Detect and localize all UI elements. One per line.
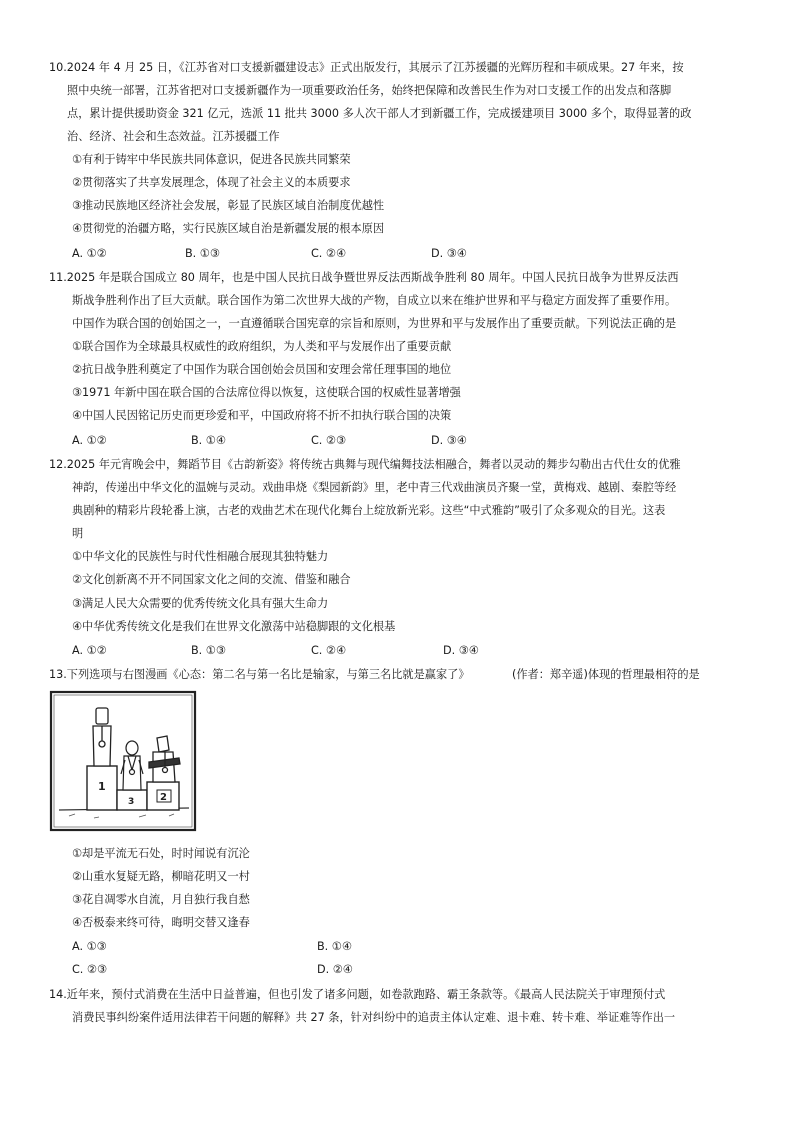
question-12-stem [0, 524, 793, 544]
statement [0, 219, 793, 239]
option-a[interactable]: A. ①② [72, 644, 107, 657]
option-b[interactable]: B. ①④ [317, 940, 352, 953]
options-row [0, 431, 793, 451]
statement [0, 913, 793, 933]
figure-first-place [93, 708, 111, 766]
statement-text: ①却是平流无石处，时时闻说有沉沦 [72, 847, 250, 860]
question-10-line-2: 照中央统一部署，江苏省把对口支援新疆作为一项重要政治任务，始终把保障和改善民生作为对口支援工作的出发点和落脚 [67, 84, 672, 97]
statement-text: ②文化创新离不开不同国家文化之间的交流、借鉴和融合 [72, 573, 351, 586]
statement-text: ③花自凋零水自流，月自独行我自愁 [72, 893, 250, 906]
statement-text: ③1971 年新中国在联合国的合法席位得以恢复，这使联合国的权威性显著增强 [72, 386, 461, 399]
option-c[interactable]: C. ②③ [311, 434, 346, 447]
question-12-line-3: 典剧种的精彩片段轮番上演，古老的戏曲艺术在现代化舞台上绽放新光彩。这些“中式雅韵”吸引了众多观众的目光。这表 [72, 504, 666, 517]
question-13-line-1: 13.下列选项与右图漫画《心态：第二名与第一名比是输家，与第三名比就是赢家了》 [49, 668, 470, 681]
statement-text: ①有利于铸牢中华民族共同体意识，促进各民族共同繁荣 [72, 153, 351, 166]
options-row [0, 244, 793, 264]
option-b[interactable]: B. ①③ [191, 644, 226, 657]
question-14-line-2: 消费民事纠纷案件适用法律若干问题的解释》共 27 条，针对纠纷中的追责主体认定难、退卡难、转卡难、举证难等作出一 [72, 1011, 676, 1024]
options-row [0, 641, 793, 661]
question-12-line-2: 神韵，传递出中华文化的温婉与灵动。戏曲串烧《梨园新韵》里，老中青三代戏曲演员齐聚一堂，黄梅戏、越剧、秦腔等经 [72, 481, 677, 494]
question-10-line-1: 10.2024 年 4 月 25 日，《江苏省对口支援新疆建设志》正式出版发行，其展示了江苏援疆的光辉历程和丰硕成果。27 年来，按 [49, 61, 684, 74]
statement [0, 547, 793, 567]
question-11-stem [0, 268, 793, 288]
question-10-stem [0, 81, 793, 101]
question-10-line-4: 治、经济、社会和生态效益。江苏援疆工作 [67, 130, 280, 143]
option-c[interactable]: C. ②④ [311, 247, 346, 260]
option-c[interactable]: C. ②④ [311, 644, 346, 657]
statement [0, 867, 793, 887]
statement [0, 196, 793, 216]
question-12-stem [0, 501, 793, 521]
question-10-stem [0, 58, 793, 78]
options-row [0, 960, 793, 980]
statement-text: ①中华文化的民族性与时代性相融合展现其独特魅力 [72, 550, 329, 563]
question-14-stem [0, 1008, 793, 1028]
option-d[interactable]: D. ②④ [317, 963, 353, 976]
question-13-stem [0, 665, 793, 685]
option-c[interactable]: C. ②③ [72, 963, 107, 976]
statement [0, 150, 793, 170]
statement [0, 406, 793, 426]
statement [0, 594, 793, 614]
statement [0, 570, 793, 590]
statement-text: ④否极泰来终可待，晦明交替又逢春 [72, 916, 250, 929]
option-a[interactable]: A. ①③ [72, 940, 107, 953]
question-12-line-1: 12.2025 年元宵晚会中，舞蹈节目《古韵新姿》将传统古典舞与现代编舞技法相融合，舞者以灵动的舞步勾勒出古代仕女的优雅 [49, 458, 681, 471]
question-10-line-3: 点，累计提供援助资金 321 亿元，选派 11 批共 3000 多人次干部人才到新疆工作，完成援建项目 3000 多个，取得显著的政 [67, 107, 692, 120]
podium-label-3: 3 [128, 797, 135, 807]
podium-label-2: 2 [160, 792, 167, 803]
question-12-line-4: 明 [72, 527, 84, 540]
statement-text: ④中国人民因铭记历史而更珍爱和平，中国政府将不折不扣执行联合国的决策 [72, 409, 452, 422]
options-row [0, 937, 793, 957]
statement [0, 617, 793, 637]
question-11-line-1: 11.2025 年是联合国成立 80 周年，也是中国人民抗日战争暨世界反法西斯战争胜利 80 周年。中国人民抗日战争为世界反法西 [49, 271, 679, 284]
question-10-stem [0, 127, 793, 147]
question-11-stem [0, 314, 793, 334]
option-d[interactable]: D. ③④ [443, 644, 479, 657]
option-a[interactable]: A. ①② [72, 247, 107, 260]
statement-text: ②山重水复疑无路，柳暗花明又一村 [72, 870, 250, 883]
statement-text: ①联合国作为全球最具权威性的政府组织，为人类和平与发展作出了重要贡献 [72, 340, 452, 353]
podium-label-1: 1 [98, 780, 106, 793]
cartoon-podium-image [49, 690, 197, 832]
question-14-stem [0, 985, 793, 1005]
question-12-stem [0, 455, 793, 475]
statement [0, 173, 793, 193]
question-10-stem [0, 104, 793, 124]
statement-text: ④贯彻党的治疆方略，实行民族区域自治是新疆发展的根本原因 [72, 222, 385, 235]
option-b[interactable]: B. ①④ [191, 434, 226, 447]
option-b[interactable]: B. ①③ [185, 247, 220, 260]
statement [0, 337, 793, 357]
statement-text: ③满足人民大众需要的优秀传统文化具有强大生命力 [72, 597, 329, 610]
statement-text: ②贯彻落实了共享发展理念，体现了社会主义的本质要求 [72, 176, 351, 189]
option-d[interactable]: D. ③④ [431, 434, 467, 447]
statement [0, 360, 793, 380]
question-12-stem [0, 478, 793, 498]
option-d[interactable]: D. ③④ [431, 247, 467, 260]
statement [0, 890, 793, 910]
question-13-line-2: (作者：郑辛遥)体现的哲理最相符的是 [512, 668, 700, 681]
statement-text: ②抗日战争胜利奠定了中国作为联合国创始会员国和安理会常任理事国的地位 [72, 363, 452, 376]
statement-text: ③推动民族地区经济社会发展，彰显了民族区域自治制度优越性 [72, 199, 385, 212]
statement [0, 844, 793, 864]
option-a[interactable]: A. ①② [72, 434, 107, 447]
question-14-line-1: 14.近年来，预付式消费在生活中日益普遍，但也引发了诸多问题，如卷款跑路、霸王条款等。《最高人民法院关于审理预付式 [49, 988, 666, 1001]
cartoon-podium-drawing [49, 690, 197, 832]
question-11-line-2: 斯战争胜利作出了巨大贡献。联合国作为第二次世界大战的产物，自成立以来在维护世界和平与稳定方面发挥了重要作用。 [72, 294, 677, 307]
statement [0, 383, 793, 403]
question-11-line-3: 中国作为联合国的创始国之一，一直遵循联合国宪章的宗旨和原则，为世界和平与发展作出了重要贡献。下列说法正确的是 [72, 317, 677, 330]
question-11-stem [0, 291, 793, 311]
statement-text: ④中华优秀传统文化是我们在世界文化激荡中站稳脚跟的文化根基 [72, 620, 396, 633]
